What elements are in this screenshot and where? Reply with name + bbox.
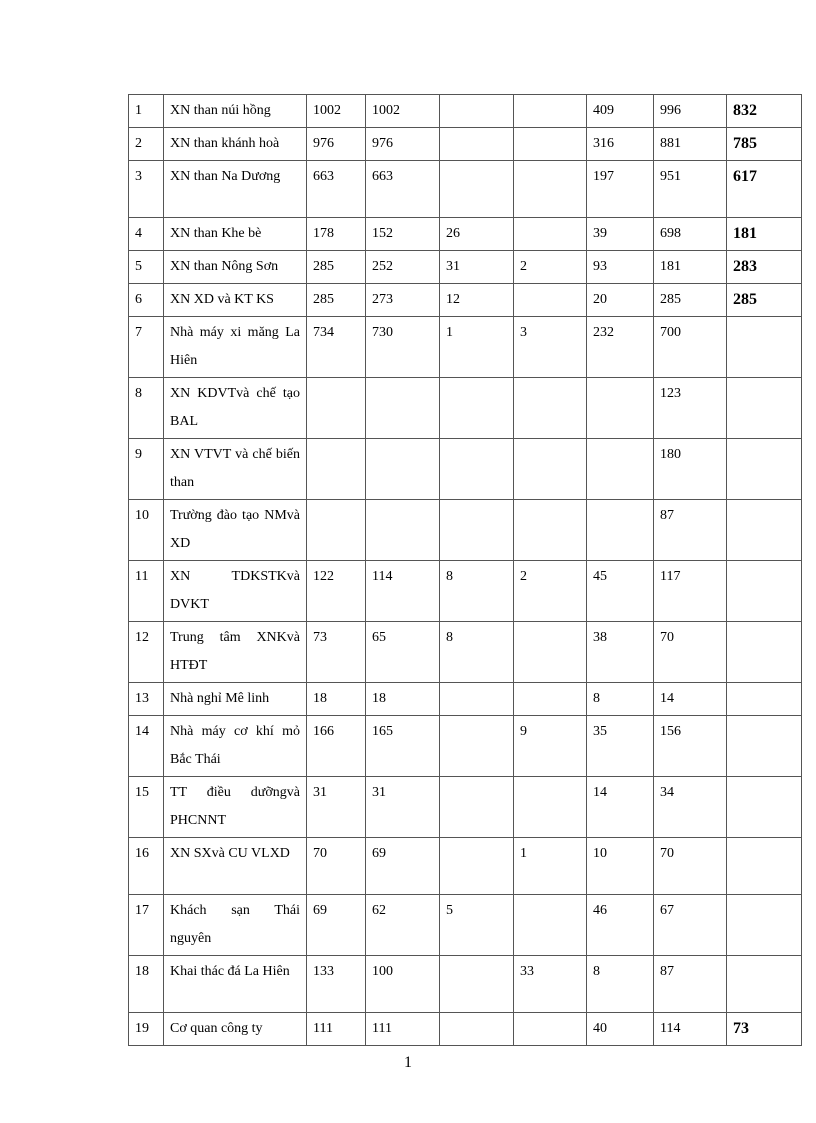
cell-value: 122 (307, 561, 366, 622)
cell-value: 8 (440, 561, 514, 622)
cell-value: 2 (514, 561, 587, 622)
table-row (129, 622, 802, 683)
cell-value (514, 95, 587, 128)
cell-value-bold: 283 (727, 251, 802, 284)
cell-value: 73 (307, 622, 366, 683)
cell-value: 31 (366, 777, 440, 838)
cell-value-bold (727, 622, 802, 683)
cell-value: 65 (366, 622, 440, 683)
cell-value: 26 (440, 218, 514, 251)
cell-value: 20 (587, 284, 654, 317)
cell-value (307, 378, 366, 439)
cell-value (514, 439, 587, 500)
cell-value-bold (727, 716, 802, 777)
cell-value: 181 (654, 251, 727, 284)
cell-value: 8 (440, 622, 514, 683)
cell-value (514, 128, 587, 161)
table-row (129, 439, 802, 500)
cell-value: 14 (587, 777, 654, 838)
table-row (129, 284, 802, 317)
table-row (129, 838, 802, 895)
cell-value: 698 (654, 218, 727, 251)
table-row (129, 128, 802, 161)
cell-value: 87 (654, 500, 727, 561)
cell-value: 663 (366, 161, 440, 218)
cell-value (514, 378, 587, 439)
unit-name: XN than khánh hoà (164, 128, 307, 161)
row-number: 17 (129, 895, 164, 956)
unit-name: Trường đào tạo NMvà XD (164, 500, 307, 561)
row-number: 4 (129, 218, 164, 251)
cell-value-bold (727, 500, 802, 561)
cell-value: 5 (440, 895, 514, 956)
cell-value-bold (727, 317, 802, 378)
row-number: 12 (129, 622, 164, 683)
cell-value (440, 838, 514, 895)
cell-value: 166 (307, 716, 366, 777)
unit-name: Nhà máy xi măng La Hiên (164, 317, 307, 378)
data-table (128, 94, 802, 1046)
cell-value (587, 500, 654, 561)
table-row (129, 161, 802, 218)
table-row (129, 895, 802, 956)
table-row (129, 683, 802, 716)
cell-value: 31 (307, 777, 366, 838)
table-row (129, 218, 802, 251)
cell-value-bold: 285 (727, 284, 802, 317)
cell-value: 123 (654, 378, 727, 439)
cell-value-bold: 617 (727, 161, 802, 218)
cell-value: 409 (587, 95, 654, 128)
cell-value: 93 (587, 251, 654, 284)
cell-value: 285 (654, 284, 727, 317)
cell-value: 165 (366, 716, 440, 777)
cell-value: 45 (587, 561, 654, 622)
cell-value: 881 (654, 128, 727, 161)
row-number: 7 (129, 317, 164, 378)
unit-name: XN than Khe bè (164, 218, 307, 251)
cell-value-bold (727, 956, 802, 1013)
cell-value: 69 (307, 895, 366, 956)
cell-value (514, 777, 587, 838)
unit-name: Trung tâm XNKvà HTĐT (164, 622, 307, 683)
cell-value: 111 (366, 1013, 440, 1046)
cell-value (587, 439, 654, 500)
row-number: 8 (129, 378, 164, 439)
cell-value: 111 (307, 1013, 366, 1046)
table-row (129, 251, 802, 284)
cell-value: 62 (366, 895, 440, 956)
table-row (129, 956, 802, 1013)
unit-name: XN than Nông Sơn (164, 251, 307, 284)
cell-value (307, 439, 366, 500)
cell-value: 38 (587, 622, 654, 683)
row-number: 2 (129, 128, 164, 161)
cell-value: 316 (587, 128, 654, 161)
cell-value: 178 (307, 218, 366, 251)
cell-value: 197 (587, 161, 654, 218)
cell-value: 10 (587, 838, 654, 895)
cell-value: 2 (514, 251, 587, 284)
cell-value: 1 (514, 838, 587, 895)
cell-value: 1 (440, 317, 514, 378)
unit-name: TT điều dưỡngvà PHCNNT (164, 777, 307, 838)
unit-name: XN than núi hồng (164, 95, 307, 128)
cell-value: 663 (307, 161, 366, 218)
cell-value (514, 161, 587, 218)
cell-value (440, 716, 514, 777)
cell-value: 18 (307, 683, 366, 716)
cell-value (440, 683, 514, 716)
cell-value: 252 (366, 251, 440, 284)
cell-value: 976 (366, 128, 440, 161)
cell-value-bold: 181 (727, 218, 802, 251)
row-number: 15 (129, 777, 164, 838)
cell-value: 114 (366, 561, 440, 622)
cell-value: 87 (654, 956, 727, 1013)
cell-value (514, 895, 587, 956)
cell-value: 12 (440, 284, 514, 317)
row-number: 3 (129, 161, 164, 218)
cell-value (440, 500, 514, 561)
table-row (129, 378, 802, 439)
cell-value: 232 (587, 317, 654, 378)
cell-value: 730 (366, 317, 440, 378)
unit-name: XN TDKSTKvà DVKT (164, 561, 307, 622)
cell-value: 70 (307, 838, 366, 895)
cell-value: 40 (587, 1013, 654, 1046)
cell-value: 133 (307, 956, 366, 1013)
unit-name: XN than Na Dương (164, 161, 307, 218)
row-number: 9 (129, 439, 164, 500)
cell-value: 114 (654, 1013, 727, 1046)
cell-value: 996 (654, 95, 727, 128)
unit-name: XN KDVTvà chế tạo BAL (164, 378, 307, 439)
row-number: 13 (129, 683, 164, 716)
row-number: 5 (129, 251, 164, 284)
cell-value: 3 (514, 317, 587, 378)
cell-value (514, 622, 587, 683)
cell-value: 1002 (366, 95, 440, 128)
cell-value (440, 95, 514, 128)
cell-value-bold (727, 838, 802, 895)
cell-value: 18 (366, 683, 440, 716)
cell-value (366, 378, 440, 439)
cell-value (514, 284, 587, 317)
unit-name: Nhà máy cơ khí mỏ Bắc Thái (164, 716, 307, 777)
unit-name: XN SXvà CU VLXD (164, 838, 307, 895)
cell-value: 156 (654, 716, 727, 777)
unit-name: XN VTVT và chế biến than (164, 439, 307, 500)
cell-value: 273 (366, 284, 440, 317)
cell-value (440, 777, 514, 838)
cell-value: 285 (307, 284, 366, 317)
cell-value: 100 (366, 956, 440, 1013)
unit-name: Khách sạn Thái nguyên (164, 895, 307, 956)
table-row (129, 777, 802, 838)
cell-value (514, 683, 587, 716)
table-row (129, 1013, 802, 1046)
table-row (129, 500, 802, 561)
cell-value: 69 (366, 838, 440, 895)
table-row (129, 95, 802, 128)
cell-value: 152 (366, 218, 440, 251)
cell-value (587, 378, 654, 439)
cell-value: 67 (654, 895, 727, 956)
cell-value: 976 (307, 128, 366, 161)
cell-value-bold (727, 895, 802, 956)
row-number: 18 (129, 956, 164, 1013)
cell-value (440, 161, 514, 218)
cell-value: 35 (587, 716, 654, 777)
cell-value (514, 1013, 587, 1046)
cell-value (440, 378, 514, 439)
cell-value: 1002 (307, 95, 366, 128)
unit-name: Cơ quan công ty (164, 1013, 307, 1046)
cell-value: 70 (654, 622, 727, 683)
table-row (129, 716, 802, 777)
row-number: 10 (129, 500, 164, 561)
table-row (129, 561, 802, 622)
row-number: 14 (129, 716, 164, 777)
cell-value-bold: 832 (727, 95, 802, 128)
unit-name: Nhà nghỉ Mê linh (164, 683, 307, 716)
row-number: 19 (129, 1013, 164, 1046)
cell-value: 33 (514, 956, 587, 1013)
table-body (129, 95, 802, 1046)
cell-value-bold: 73 (727, 1013, 802, 1046)
cell-value: 46 (587, 895, 654, 956)
cell-value (440, 956, 514, 1013)
cell-value: 734 (307, 317, 366, 378)
cell-value: 8 (587, 683, 654, 716)
cell-value: 34 (654, 777, 727, 838)
cell-value (440, 439, 514, 500)
cell-value: 9 (514, 716, 587, 777)
cell-value-bold (727, 439, 802, 500)
cell-value-bold (727, 561, 802, 622)
page-number: 1 (404, 1054, 412, 1071)
cell-value (514, 500, 587, 561)
cell-value-bold (727, 683, 802, 716)
row-number: 11 (129, 561, 164, 622)
row-number: 6 (129, 284, 164, 317)
cell-value: 117 (654, 561, 727, 622)
unit-name: Khai thác đá La Hiên (164, 956, 307, 1013)
cell-value: 14 (654, 683, 727, 716)
cell-value: 8 (587, 956, 654, 1013)
cell-value-bold: 785 (727, 128, 802, 161)
cell-value: 31 (440, 251, 514, 284)
cell-value: 70 (654, 838, 727, 895)
cell-value (366, 439, 440, 500)
cell-value (440, 1013, 514, 1046)
cell-value: 700 (654, 317, 727, 378)
unit-name: XN XD và KT KS (164, 284, 307, 317)
cell-value: 951 (654, 161, 727, 218)
cell-value-bold (727, 777, 802, 838)
cell-value (307, 500, 366, 561)
table-row (129, 317, 802, 378)
cell-value: 39 (587, 218, 654, 251)
cell-value (440, 128, 514, 161)
cell-value-bold (727, 378, 802, 439)
cell-value (514, 218, 587, 251)
cell-value (366, 500, 440, 561)
cell-value: 285 (307, 251, 366, 284)
row-number: 1 (129, 95, 164, 128)
cell-value: 180 (654, 439, 727, 500)
row-number: 16 (129, 838, 164, 895)
